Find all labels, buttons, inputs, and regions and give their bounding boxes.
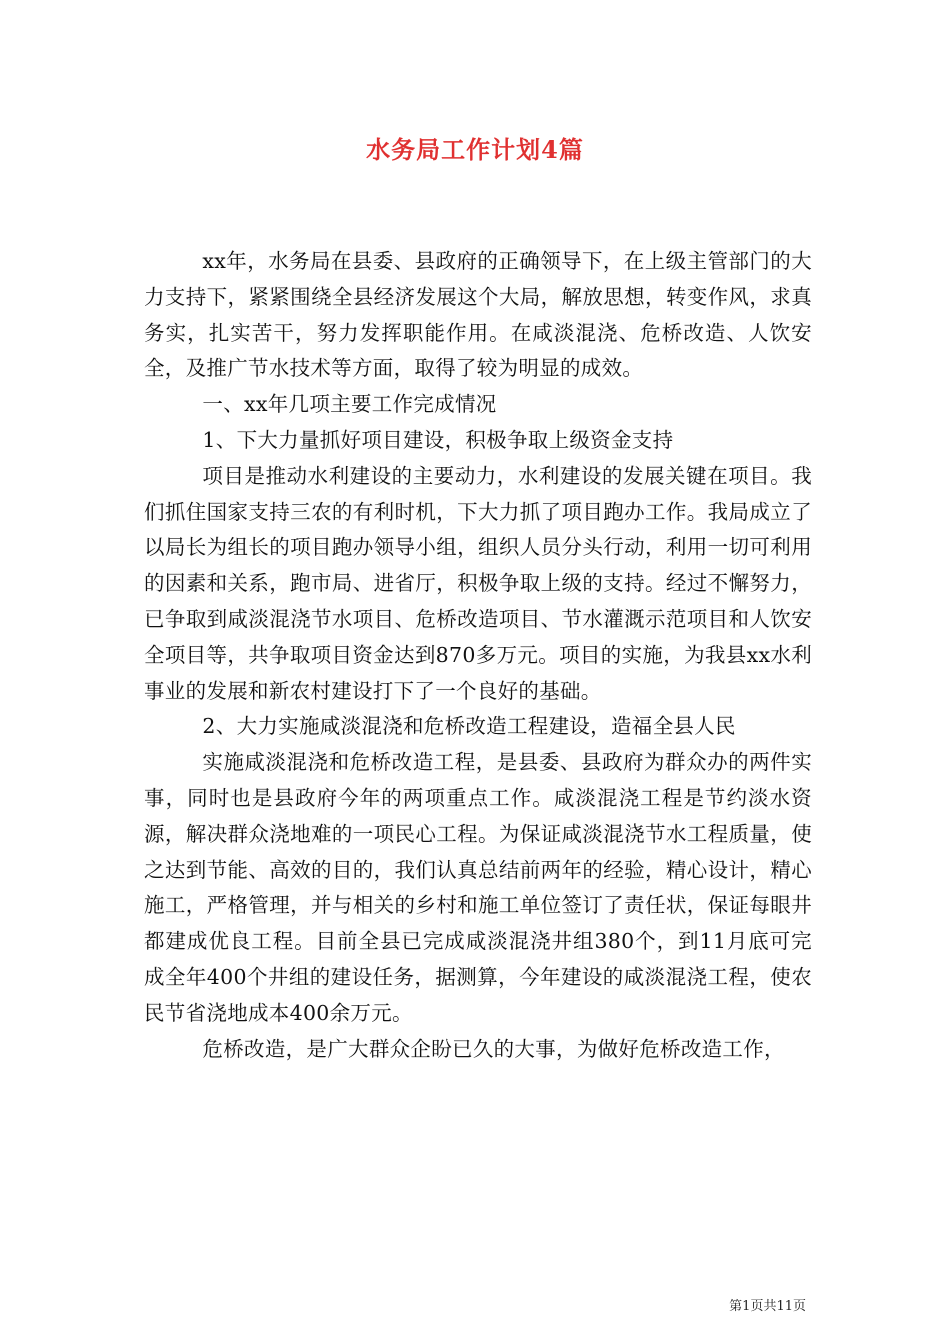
document-body xyxy=(144,244,812,1067)
document-title: 水务局工作计划4篇 xyxy=(366,135,584,164)
paragraph-intro: xx年，水务局在县委、县政府的正确领导下，在上级主管部门的大力支持下，紧紧围绕全县经济发展这个大局，解放思想，转变作风，求真务实，扎实苦干，努力发挥职能作用。在咸淡混浇、危桥改造、人饮安全，及推广节水技术等方面，取得了较为明显的成效。 xyxy=(144,249,812,381)
paragraph-projects: 项目是推动水利建设的主要动力，水利建设的发展关键在项目。我们抓住国家支持三农的有利时机，下大力抓了项目跑办工作。我局成立了以局长为组长的项目跑办领导小组，组织人员分头行动，利用一切可利用的因素和关系，跑市局、进省厅，积极争取上级的支持。经过不懈努力，已争取到咸淡混浇节水项目、危桥改造项目、节水灌溉示范项目和人饮安全项目等，共争取项目资金达到870多万元。项目的实施，为我县xx水利事业的发展和新农村建设打下了一个良好的基础。 xyxy=(144,463,812,703)
paragraph-bridges: 危桥改造，是广大群众企盼已久的大事，为做好危桥改造工作， xyxy=(202,1036,785,1061)
paragraph-irrigation: 实施咸淡混浇和危桥改造工程，是县委、县政府为群众办的两件实事，同时也是县政府今年的两项重点工作。咸淡混浇工程是节约淡水资源，解决群众浇地难的一项民心工程。为保证咸淡混浇节水工程质量，使之达到节能、高效的目的，我们认真总结前两年的经验，精心设计，精心施工，严格管理，并与相关的乡村和施工单位签订了责任状，保证每眼井都建成优良工程。目前全县已完成咸淡混浇井组380个，到11月底可完成全年400个井组的建设任务，据测算，今年建设的咸淡混浇工程，使农民节省浇地成本400余万元。 xyxy=(144,750,812,1025)
subsection-heading-1: 1、下大力量抓好项目建设，积极争取上级资金支持 xyxy=(202,427,674,452)
section-heading-1: 一、xx年几项主要工作完成情况 xyxy=(202,392,497,417)
subsection-heading-2: 2、大力实施咸淡混浇和危桥改造工程建设，造福全县人民 xyxy=(202,714,736,739)
page-number-footer: 第1页共11页 xyxy=(729,1299,806,1314)
